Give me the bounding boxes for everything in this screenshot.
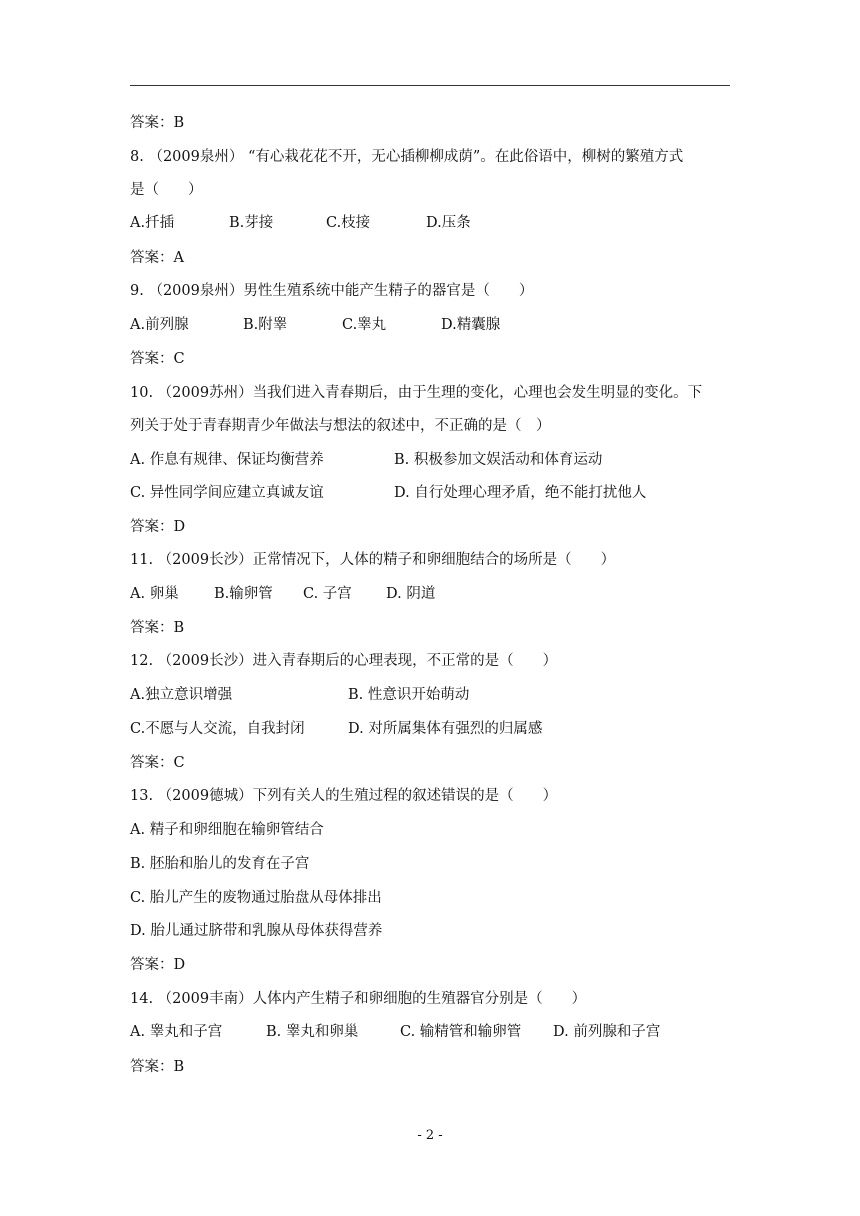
header-rule (130, 85, 730, 86)
question-13-option-a: A. 精子和卵细胞在输卵管结合 (130, 822, 324, 838)
option-a: A.前列腺 (130, 317, 189, 333)
option-a: A. 睾丸和子宫 (130, 1024, 223, 1040)
question-11-options (130, 584, 750, 604)
option-d: D.压条 (426, 215, 471, 231)
option-c: C. 子宫 (303, 586, 352, 602)
answer-14: 答案：B (130, 1059, 185, 1075)
answer-12: 答案：C (130, 755, 185, 771)
option-b: B. 性意识开始萌动 (348, 687, 470, 703)
question-10-options-row-1 (130, 450, 750, 470)
question-10-line-2: 列关于处于青春期青少年做法与想法的叙述中，不正确的是（ ） (130, 418, 551, 434)
answer-9: 答案：C (130, 351, 185, 367)
option-d: D. 阴道 (386, 586, 436, 602)
question-14: 14. （2009丰南）人体内产生精子和卵细胞的生殖器官分别是（ ） (130, 991, 587, 1007)
option-d: D. 前列腺和子宫 (553, 1024, 661, 1040)
page-number: - 2 - (417, 1128, 443, 1143)
option-d: D.精囊腺 (441, 317, 501, 333)
option-c: C.不愿与人交流，自我封闭 (130, 721, 305, 737)
question-8-line-2: 是（ ） (130, 182, 203, 198)
option-c: C.睾丸 (342, 317, 387, 333)
answer-7: 答案：B (130, 115, 185, 131)
question-12-options-row-2 (130, 719, 750, 739)
question-9: 9. （2009泉州）男性生殖系统中能产生精子的器官是（ ） (130, 283, 534, 299)
question-12-options-row-1 (130, 685, 750, 705)
question-11: 11. （2009长沙）正常情况下，人体的精子和卵细胞结合的场所是（ ） (130, 552, 616, 568)
question-8-line-1: 8. （2009泉州） “有心栽花花不开，无心插柳柳成荫”。在此俗语中，柳树的繁殖方式 (130, 149, 684, 165)
question-13-option-b: B. 胚胎和胎儿的发育在子宫 (130, 856, 310, 872)
question-13: 13. （2009德城）下列有关人的生殖过程的叙述错误的是（ ） (130, 788, 558, 804)
option-c: C. 异性同学间应建立真诚友谊 (130, 485, 324, 501)
option-b: B. 积极参加文娱活动和体育运动 (394, 452, 603, 468)
option-a: A. 作息有规律、保证均衡营养 (130, 452, 324, 468)
option-b: B.附睾 (243, 317, 288, 333)
question-14-options (130, 1022, 750, 1042)
option-a: A.独立意识增强 (130, 687, 233, 703)
question-9-options (130, 315, 750, 335)
answer-8: 答案：A (130, 250, 184, 266)
answer-13: 答案：D (130, 957, 186, 973)
option-b: B. 睾丸和卵巢 (266, 1024, 359, 1040)
question-10-line-1: 10. （2009苏州）当我们进入青春期后，由于生理的变化，心理也会发生明显的变化。下 (130, 385, 703, 401)
option-b: B.输卵管 (214, 586, 273, 602)
question-12: 12. （2009长沙）进入青春期后的心理表现，不正常的是（ ） (130, 653, 558, 669)
question-8-options (130, 213, 750, 233)
question-10-options-row-2 (130, 483, 750, 503)
option-d: D. 对所属集体有强烈的归属感 (348, 721, 543, 737)
answer-11: 答案：B (130, 620, 185, 636)
option-a: A.扦插 (130, 215, 175, 231)
answer-10: 答案：D (130, 519, 186, 535)
option-c: C. 输精管和输卵管 (400, 1024, 522, 1040)
option-c: C.枝接 (326, 215, 371, 231)
option-a: A. 卵巢 (130, 586, 179, 602)
option-d: D. 自行处理心理矛盾，绝不能打扰他人 (394, 485, 647, 501)
question-13-option-c: C. 胎儿产生的废物通过胎盘从母体排出 (130, 890, 382, 906)
option-b: B.芽接 (229, 215, 274, 231)
question-13-option-d: D. 胎儿通过脐带和乳腺从母体获得营养 (130, 923, 383, 939)
